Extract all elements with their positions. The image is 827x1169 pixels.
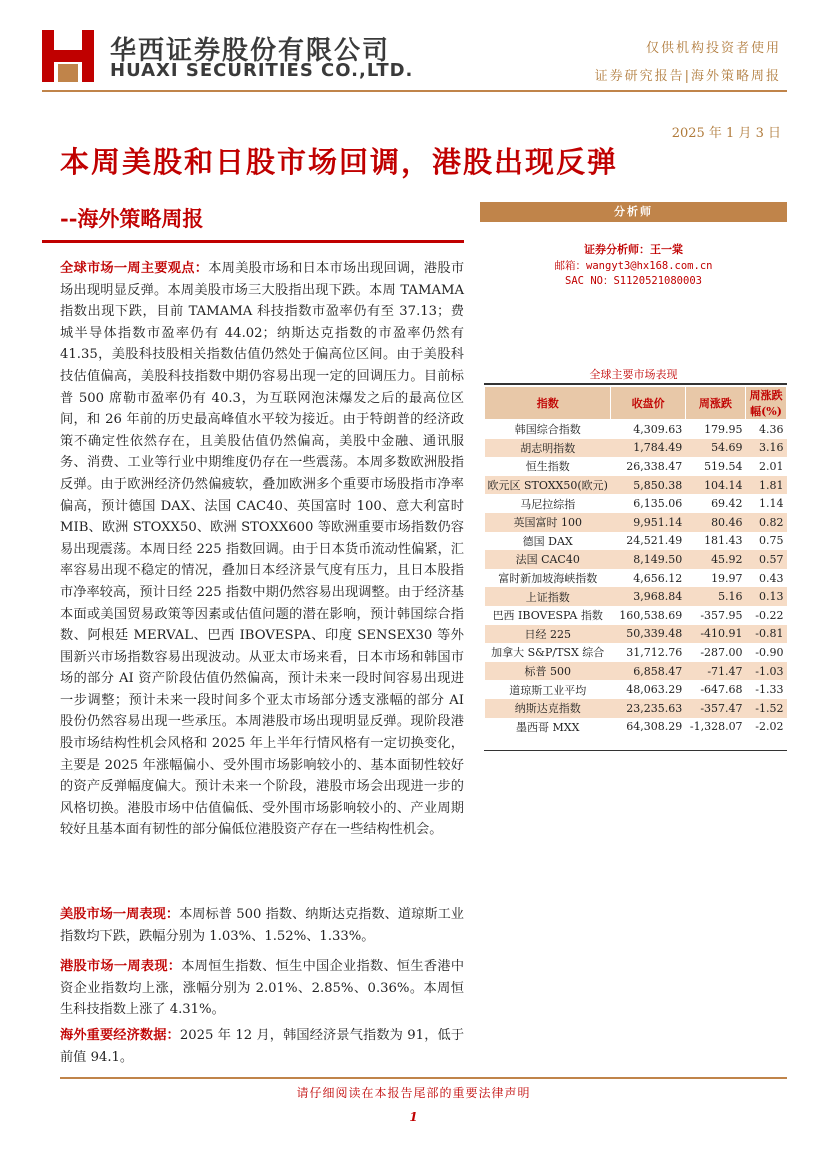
table-bottom-rule [484, 750, 787, 751]
economic-data-summary [60, 1025, 464, 1068]
column-header: 指数 [485, 387, 611, 420]
analyst-sac-number: SAC NO：S1120521080003 [565, 275, 702, 287]
report-title: 本周美股和日股市场回调，港股出现反弹 [60, 145, 619, 179]
table-cell: 5,850.38 [611, 476, 685, 495]
table-cell: 1.81 [746, 476, 787, 495]
table-cell: 4.36 [759, 422, 784, 436]
table-cell: 179.95 [704, 422, 743, 436]
paragraph-label: 港股市场一周表现： [60, 959, 182, 974]
table-cell: 104.14 [685, 476, 745, 495]
table-cell: 3.16 [746, 439, 787, 458]
table-cell: 181.43 [704, 534, 743, 548]
market-table [484, 386, 787, 736]
table-cell: 欧元区 STOXX50(欧元) [485, 476, 611, 495]
table-cell: -1.33 [755, 683, 784, 697]
table-cell: 上证指数 [485, 587, 611, 606]
table-cell: 道琼斯工业平均 [509, 683, 587, 697]
company-logo-icon [42, 30, 94, 82]
table-header-row [485, 387, 787, 420]
table-cell: 64,308.29 [626, 720, 683, 734]
table-cell: 巴西 IBOVESPA 指数 [492, 609, 603, 623]
report-subtitle: --海外策略周报 [60, 206, 204, 231]
table-cell: 德国 DAX [522, 534, 573, 548]
table-cell: 69.42 [711, 497, 743, 511]
subtitle-divider [42, 240, 464, 243]
table-cell: 9,951.14 [611, 513, 685, 532]
table-cell: 0.43 [759, 571, 784, 585]
page-number: 1 [409, 1110, 418, 1124]
table-cell: 80.46 [685, 513, 745, 532]
table-cell: 0.57 [746, 550, 787, 569]
table-cell: 23,235.63 [611, 699, 685, 718]
table-row [485, 662, 787, 681]
table-cell: -357.95 [700, 608, 743, 622]
table-row [485, 587, 787, 606]
table-row [485, 643, 787, 662]
table-cell: -1.03 [746, 662, 787, 681]
table-cell: -71.47 [685, 662, 745, 681]
table-row [485, 494, 787, 513]
column-header: 收盘价 [611, 387, 685, 420]
paragraph-label: 美股市场一周表现： [60, 907, 180, 922]
table-cell: 韩国综合指数 [514, 423, 581, 437]
table-cell: -410.91 [685, 625, 745, 644]
table-cell: 富时新加坡海峡指数 [498, 572, 598, 586]
table-row [485, 420, 787, 439]
table-body [485, 420, 787, 737]
paragraph-text: 本周美股市场和日本市场出现回调，港股市场出现明显反弹。本周美股市场三大股指出现下跌。本周 TAMAMA 指数出现下跌，目前 TAMAMA 科技指数市盈率仍有至 37.13；费城半导体指数市盈率仍有 44.02；纳斯达克指数的市盈率仍然有 41.35，美股科技股相关指数估值仍然处于偏高位区间。由于美股科技估值偏高，美股科技指数中期仍容易出现一定的回调压力。目前标普 500 席勒市盈率仍有 40.3，为互联网泡沫爆发之后的最高位区间，和 26 年前的历史最高峰值水平较为接近。由于特朗普的经济政策不确定性依然存在，且美股估值仍然偏高，美股中金融、通讯服务、消费、工业等行业中期维度仍存在一些震荡。本周多数欧洲股指反弹。由于欧洲经济仍然偏疲软，叠加欧洲多个重要市场股指市净率偏高，预计德国 DAX、法国 CAC40、英国富时 100、意大利富时 MIB、欧洲 STOXX50、欧洲 STOXX600 等欧洲重要市场指数仍容易出现震荡。本周日经 225 指数回调。由于日本货币流动性偏紧，汇率容易出现不稳定的情况，叠加日本经济景气度有压力，且日本股指市净率较高，预计日经 225 指数中期仍然容易出现调整。由于经济基本面或美国贸易政策等因素或估值问题的潜在影响，预计韩国综合指数、阿根廷 MERVAL、巴西 IBOVESPA、印度 SENSEX30 等外围新兴市场指数容易出现波动。从亚太市场来看，日本市场和韩国市场的部分 AI 资产阶段估值仍然偏高，预计未来一段时间容易出现进一步调整；预计未来一段时间多个亚太市场部分透支涨幅的部分 AI 股份仍然容易出现一些承压。本周港股市场出现明显反弹。现阶段港股市场结构性机会风格和 2025 年上半年行情风格有一定切换变化，主要是 2025 年涨幅偏小、受外围市场影响较小的、基本面韧性较好的资产反弹幅度偏大。预计未来一个阶段，港股市场会出现进一步的风格切换。港股市场中估值偏低、受外围市场影响较小的、产业周期较好且基本面有韧性的部分偏低位港股资产存在一些结构性机会。 [60, 261, 465, 838]
table-cell: 法国 CAC40 [485, 550, 611, 569]
table-cell: -2.02 [755, 720, 784, 734]
company-name-cn: 华西证券股份有限公司 [110, 36, 391, 66]
table-cell: -647.68 [700, 683, 743, 697]
table-cell: 恒生指数 [525, 460, 570, 474]
global-market-summary [60, 258, 464, 841]
report-category: 证券研究报告|海外策略周报 [594, 69, 781, 84]
table-cell: 50,339.48 [611, 625, 685, 644]
analyst-email[interactable]: 邮箱：wangyt3@hx168.com.cn [554, 260, 713, 272]
table-cell: 标普 500 [485, 662, 611, 681]
table-cell: -357.47 [685, 699, 745, 718]
table-row [485, 680, 787, 699]
table-row [485, 457, 787, 476]
table-cell: -0.90 [755, 645, 784, 659]
table-cell: 8,149.50 [611, 550, 685, 569]
table-cell: 纳斯达克指数 [485, 699, 611, 718]
legal-notice: 请仔细阅读在本报告尾部的重要法律声明 [296, 1086, 531, 1100]
table-title: 全球主要市场表现 [589, 368, 678, 381]
audience-note: 仅供机构投资者使用 [645, 41, 781, 56]
table-cell: 19.97 [711, 571, 743, 585]
table-top-rule [484, 383, 787, 385]
report-date: 2025 年 1 月 3 日 [671, 126, 781, 141]
paragraph-text: 2025 年 12 月，韩国经济景气指数为 91，低于前值 94.1。 [60, 1028, 465, 1065]
table-row [485, 439, 787, 458]
table-cell: 5.16 [685, 587, 745, 606]
table-cell: -1,328.07 [689, 720, 743, 734]
table-row [485, 606, 787, 625]
footer-divider [60, 1077, 787, 1079]
table-cell: 日经 225 [485, 625, 611, 644]
analyst-header: 分析师 [480, 202, 787, 222]
column-header: 周涨跌幅(%) [746, 387, 787, 420]
table-cell: 墨西哥 MXX [516, 720, 580, 734]
table-cell: 1,784.49 [611, 439, 685, 458]
paragraph-text: 本周恒生指数、恒生中国企业指数、恒生香港中资企业指数均上涨，涨幅分别为 2.01%、2.85%、0.36%。本周恒生科技指数上涨了 4.31%。 [60, 959, 465, 1018]
paragraph-text: 本周标普 500 指数、纳斯达克指数、道琼斯工业指数均下跌，跌幅分别为 1.03%、1.52%、1.33%。 [60, 907, 464, 944]
table-cell: 3,968.84 [611, 587, 685, 606]
table-cell: 4,309.63 [633, 422, 683, 436]
table-cell: 54.69 [685, 439, 745, 458]
table-cell: 160,538.69 [619, 608, 683, 622]
table-cell: 4,656.12 [633, 571, 683, 585]
table-cell: 26,338.47 [626, 459, 683, 473]
table-cell: -0.81 [746, 625, 787, 644]
table-cell: 胡志明指数 [485, 439, 611, 458]
header-divider [42, 90, 787, 92]
table-cell: -287.00 [700, 645, 743, 659]
table-cell: 英国富时 100 [485, 513, 611, 532]
table-cell: 2.01 [759, 459, 784, 473]
table-cell: 0.13 [746, 587, 787, 606]
table-cell: 1.14 [759, 497, 784, 511]
table-row [485, 532, 787, 551]
table-cell: 马尼拉综指 [520, 497, 576, 511]
table-cell: -0.22 [755, 608, 784, 622]
table-cell: 6,858.47 [611, 662, 685, 681]
paragraph-label: 全球市场一周主要观点： [60, 261, 209, 276]
table-row [485, 476, 787, 495]
table-cell: 24,521.49 [626, 534, 683, 548]
table-row [485, 569, 787, 588]
hk-market-summary [60, 956, 464, 1021]
table-row [485, 625, 787, 644]
paragraph-label: 海外重要经济数据： [60, 1028, 180, 1043]
table-cell: 45.92 [685, 550, 745, 569]
table-cell: 48,063.29 [626, 683, 683, 697]
table-row [485, 718, 787, 737]
table-cell: 6,135.06 [633, 497, 683, 511]
table-cell: 31,712.76 [626, 645, 683, 659]
us-market-summary [60, 904, 464, 947]
company-name-en: HUAXI SECURITIES CO.,LTD. [110, 60, 414, 81]
table-row [485, 699, 787, 718]
table-row [485, 550, 787, 569]
table-cell: 0.75 [759, 534, 784, 548]
table-cell: 519.54 [704, 459, 743, 473]
table-row [485, 513, 787, 532]
table-cell: 0.82 [746, 513, 787, 532]
column-header: 周涨跌 [685, 387, 745, 420]
table-cell: -1.52 [746, 699, 787, 718]
table-cell: 加拿大 S&P/TSX 综合 [491, 646, 605, 660]
analyst-name: 证券分析师：王一棠 [584, 243, 683, 256]
